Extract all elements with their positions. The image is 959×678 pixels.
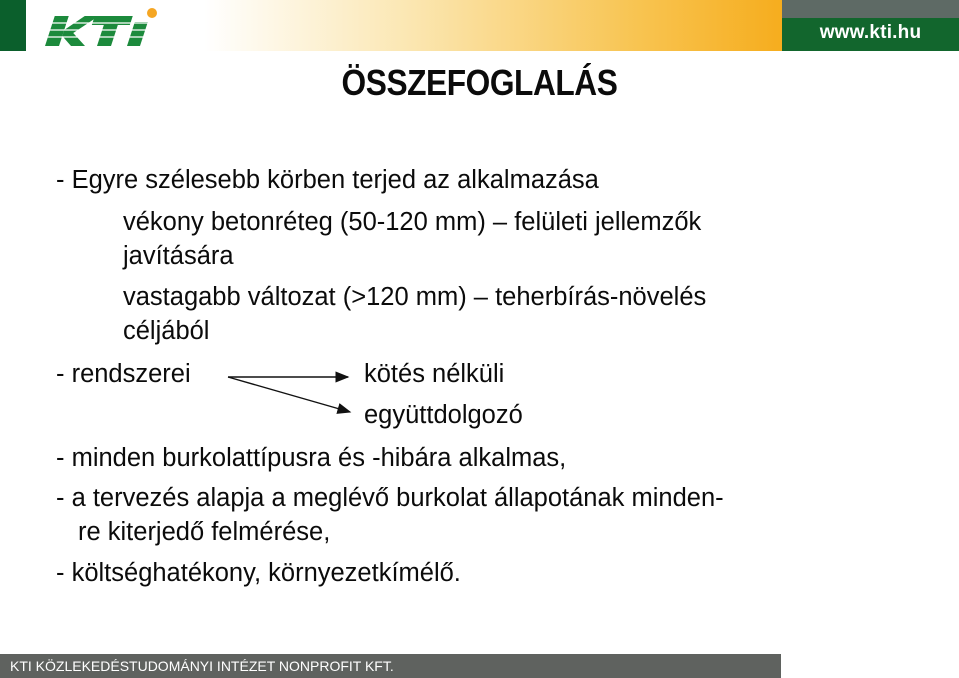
- website-url[interactable]: www.kti.hu: [819, 22, 922, 43]
- sub-line-thick-layer: vastagabb változat (>120 mm) – teherbírás-növelés: [123, 283, 707, 311]
- sub-line-thin-layer-cont: javítására: [123, 242, 234, 270]
- sub-line-thin-layer: vékony betonréteg (50-120 mm) – felületi jellemzők: [123, 208, 702, 236]
- arrow-to-bonded: [228, 377, 350, 412]
- bullet-line-1: - Egyre szélesebb körben terjed az alkalmazása: [56, 166, 599, 194]
- bullet-line-design: - a tervezés alapja a meglévő burkolat állapotának minden-: [56, 484, 724, 512]
- footer-institute-name: KTI KÖZLEKEDÉSTUDOMÁNYI INTÉZET NONPROFIT KFT.: [10, 658, 394, 674]
- slide-title: ÖSSZEFOGLALÁS: [341, 62, 618, 103]
- bullet-line-cost: - költséghatékony, környezetkímélő.: [56, 559, 461, 587]
- system-bonded: együttdolgozó: [364, 401, 523, 429]
- bullet-line-design-cont: re kiterjedő felmérése,: [78, 518, 331, 546]
- sub-line-thick-layer-cont: céljából: [123, 317, 210, 345]
- bullet-line-systems: - rendszerei: [56, 360, 191, 388]
- system-unbonded: kötés nélküli: [364, 360, 505, 388]
- bullet-line-suitability: - minden burkolattípusra és -hibára alkalmas,: [56, 444, 567, 472]
